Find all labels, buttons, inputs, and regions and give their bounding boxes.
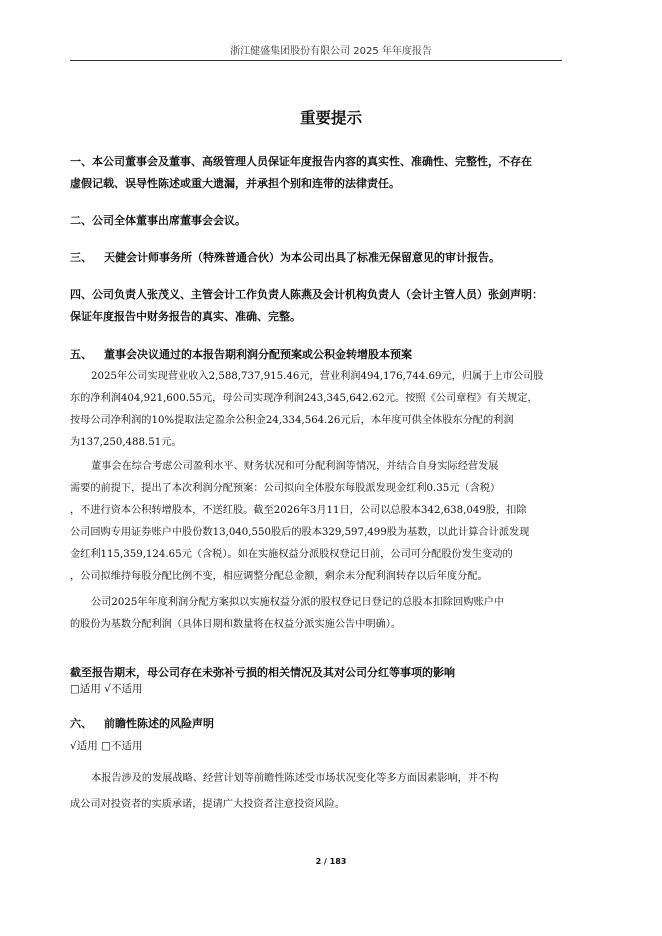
profit-paragraph-line: 按母公司净利润的10%提取法定盈余公积金24,334,564.26元后，本年度可供全体股东分配的利润 (70, 415, 514, 426)
risk-statement-body-line: 本报告涉及的发展战略、经营计划等前瞻性陈述受市场状况变化等多方面因素影响，并不构 (91, 773, 499, 784)
notice-item-1-line-2: 虚假记载、误导性陈述或重大遗漏，并承担个别和连带的法律责任。 (70, 177, 400, 190)
distribution-paragraph-line: ，不进行资本公积转增股本，不送红股。截至2026年3月11日，公司以总股本342,638,049股，扣除 (70, 505, 527, 516)
notice-item-5-number: 五、 (70, 348, 92, 361)
risk-statement-options: √适用 □不适用 (70, 740, 143, 752)
distribution-paragraph-line: 公司回购专用证券账户中股份数13,040,550股后的股本329,597,499股为基数，以此计算合计派发现 (70, 527, 530, 538)
notice-item-4-line-2: 保证年度报告中财务报告的真实、准确、完整。 (70, 310, 301, 323)
notice-item-3-number: 三、 (70, 251, 92, 264)
notice-item-3 (70, 247, 590, 269)
uncovered-loss-heading: 截至报告期末，母公司存在未弥补亏损的相关情况及其对公司分红等事项的影响 (70, 666, 455, 679)
page-number: 2 / 183 (315, 857, 347, 866)
notice-item-4-line-1: 四、公司负责人张茂义、主管会计工作负责人陈燕及会计机构负责人（会计主管人员）张剑声明： (70, 288, 543, 301)
distribution-paragraph-line: 需要的前提下，提出了本次利润分配预案：公司拟向全体股东每股派发现金红利0.35元（含税） (70, 483, 501, 494)
header-divider (70, 60, 562, 61)
page-title: 重要提示 (299, 109, 362, 127)
distribution-paragraph-line: ，公司拟维持每股分配比例不变，相应调整分配总金额，剩余未分配利润转存以后年度分配。 (70, 571, 488, 582)
running-header: 浙江健盛集团股份有限公司 2025 年年度报告 (230, 46, 432, 57)
uncovered-loss-options: □适用 √不适用 (70, 683, 143, 695)
profit-paragraph-line: 东的净利润404,921,600.55元，母公司实现净利润243,345,642.62元。按照《公司章程》有关规定， (70, 393, 538, 404)
distribution-paragraph-line: 董事会在综合考虑公司盈利水平、财务状况和可分配利润等情况，并结合自身实际经营发展 (91, 461, 499, 472)
notice-item-5-text: 董事会决议通过的本报告期利润分配预案或公积金转增股本预案 (104, 348, 412, 361)
basis-paragraph-line: 的股份为基数分配利润（具体日期和数量将在权益分派实施公告中明确）。 (70, 619, 402, 630)
distribution-paragraph-line: 金红利115,359,124.65元（含税）。如在实施权益分派股权登记日前，公司可分配股份发生变动的 (70, 549, 513, 560)
basis-paragraph-line: 公司2025年年度利润分配方案拟以实施权益分派的股权登记日登记的总股本扣除回购账户中 (91, 597, 505, 608)
notice-item-2: 二、公司全体董事出席董事会会议。 (70, 214, 246, 227)
notice-item-3-text: 天健会计师事务所（特殊普通合伙）为本公司出具了标准无保留意见的审计报告。 (104, 251, 500, 264)
risk-statement-number: 六、 (70, 717, 92, 730)
notice-item-1-line-1: 一、本公司董事会及董事、高级管理人员保证年度报告内容的真实性、准确性、完整性，不存在 (70, 155, 532, 168)
notice-item-5-heading (70, 344, 590, 366)
risk-statement-title: 前瞻性陈述的风险声明 (104, 717, 214, 730)
risk-statement-body-line: 成公司对投资者的实质承诺，提请广大投资者注意投资风险。 (70, 799, 346, 810)
profit-paragraph-line: 为137,250,488.51元。 (70, 437, 182, 448)
risk-statement-heading (70, 713, 590, 735)
profit-paragraph-line: 2025年公司实现营业收入2,588,737,915.46元，营业利润494,176,744.69元，归属于上市公司股 (91, 371, 544, 382)
